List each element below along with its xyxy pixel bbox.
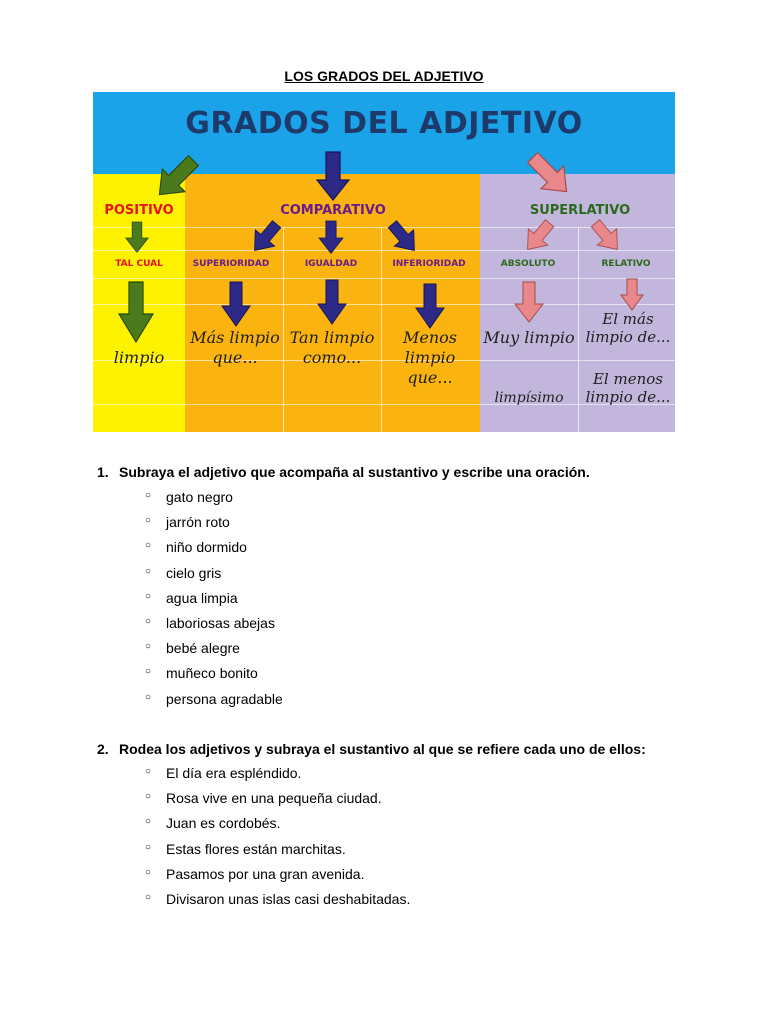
bullet-circle-icon: ○ [145,590,152,602]
bullet-circle-icon: ○ [145,641,152,653]
exercise-1-number: 1. [97,464,109,480]
sub-inferioridad: INFERIORIDAD [392,259,466,269]
bullet-circle-icon: ○ [145,891,152,903]
exercise-1-heading [97,459,693,486]
example-muy-limpio: Muy limpio [483,328,575,347]
list-item [97,586,693,611]
diagram-title: GRADOS DEL ADJETIVO [185,106,583,141]
sub-absoluto: ABSOLUTO [500,259,556,269]
category-positivo: POSITIVO [104,203,174,218]
list-item-text: muñeco bonito [166,665,258,682]
arrow-inferioridad-icon [383,216,424,258]
exercise-1-instruction: Subraya el adjetivo que acompaña al sustantivo y escribe una oración. [119,464,590,480]
document-title: LOS GRADOS DEL ADJETIVO [284,68,484,84]
list-item [97,535,693,560]
list-item [97,837,693,862]
sub-tal-cual: TAL CUAL [115,259,163,269]
bullet-circle-icon: ○ [145,515,152,527]
bullet-circle-icon: ○ [145,565,152,577]
example-el-menos-limpio-de: El menos limpio de... [585,370,671,406]
arrow-to-comparativo-icon [317,152,349,200]
arrow-to-superlativo-icon [521,146,578,203]
list-item-text: Pasamos por una gran avenida. [166,865,365,882]
exercise-2-list [97,761,693,912]
list-item-text: agua limpia [166,589,238,606]
list-item [97,687,693,712]
exercise-2 [97,736,693,912]
exercise-1 [97,459,693,712]
list-item [97,761,693,786]
list-item [97,510,693,535]
bullet-circle-icon: ○ [145,841,152,853]
bullet-circle-icon: ○ [145,866,152,878]
example-tan-limpio-como: Tan limpio como... [289,328,375,367]
arrow-mas-icon [222,282,250,326]
list-item-text: bebé alegre [166,640,240,657]
list-item [97,661,693,686]
list-item-text: jarrón roto [166,514,230,531]
category-superlativo: SUPERLATIVO [529,203,631,218]
example-el-mas-limpio-de: El más limpio de... [585,310,671,346]
arrow-tan-icon [318,280,346,324]
list-item [97,811,693,836]
list-item-text: persona agradable [166,690,283,707]
list-item-text: Divisaron unas islas casi deshabitadas. [166,890,411,907]
example-limpisimo: limpísimo [494,390,564,406]
arrow-relativo-icon [586,215,627,257]
example-limpio: limpio [113,348,165,367]
sub-igualdad: IGUALDAD [304,259,358,269]
list-item-text: niño dormido [166,539,247,556]
bullet-circle-icon: ○ [145,490,152,501]
list-item-text: Estas flores están marchitas. [166,840,346,857]
arrow-absoluto-icon [518,215,559,257]
grados-diagram [93,92,675,432]
arrow-to-positivo-icon [148,149,205,206]
list-item-text: Juan es cordobés. [166,815,281,832]
arrow-superioridad-icon [245,216,286,258]
sub-relativo: RELATIVO [601,259,651,269]
list-item-text: Rosa vive en una pequeña ciudad. [166,790,382,807]
list-item [97,887,693,912]
bullet-circle-icon: ○ [145,691,152,703]
list-item-text: laboriosas abejas [166,614,275,631]
arrow-limpio-icon [119,282,153,342]
exercise-2-number: 2. [97,741,109,757]
category-comparativo: COMPARATIVO [280,203,386,218]
list-item [97,485,693,510]
arrow-menos-icon [416,284,444,328]
bullet-circle-icon: ○ [145,816,152,828]
arrow-igualdad-icon [319,221,343,253]
bullet-circle-icon: ○ [145,615,152,627]
list-item-text: cielo gris [166,564,222,581]
bullet-circle-icon: ○ [145,540,152,552]
arrow-el-mas-icon [621,279,643,310]
list-item [97,786,693,811]
list-item [97,611,693,636]
exercise-2-heading [97,736,693,763]
arrow-tal-cual-icon [126,222,148,252]
exercise-1-list [97,485,693,712]
bullet-circle-icon: ○ [145,791,152,803]
sub-superioridad: SUPERIORIDAD [192,259,270,269]
list-item [97,636,693,661]
example-menos-limpio-que: Menos limpio que... [403,328,457,387]
list-item [97,561,693,586]
list-item-text: El día era espléndido. [166,765,302,781]
bullet-circle-icon: ○ [145,766,152,777]
example-mas-limpio-que: Más limpio que... [190,328,280,367]
list-item-text: gato negro [166,489,233,505]
arrow-muy-icon [515,282,543,322]
exercise-2-instruction: Rodea los adjetivos y subraya el sustantivo al que se refiere cada uno de ellos: [119,741,646,757]
list-item [97,862,693,887]
bullet-circle-icon: ○ [145,666,152,678]
